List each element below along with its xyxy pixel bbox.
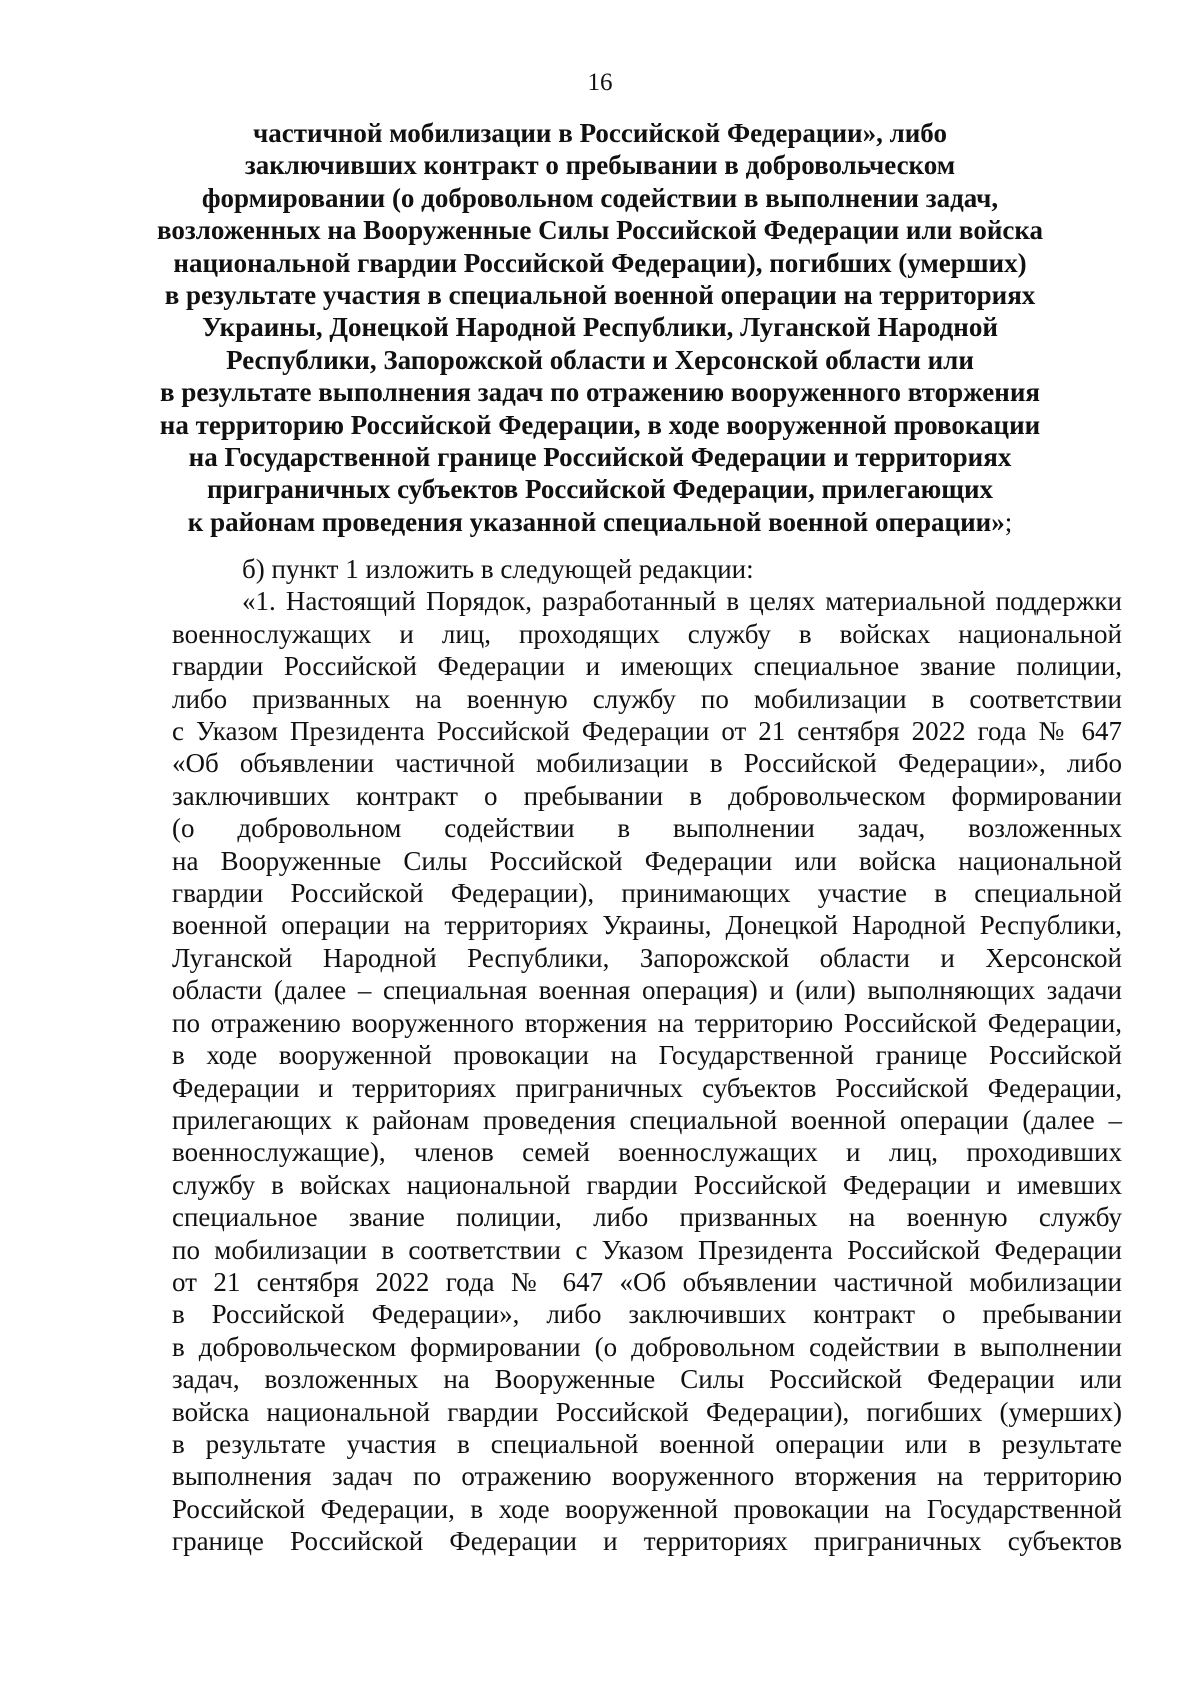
paragraph-1-line: военнослужащих и лиц, проходящих службу в войсках национальной <box>172 618 1122 649</box>
paragraph-1-line: задач, возложенных на Вооруженные Силы Российской Федерации или <box>172 1364 1122 1395</box>
paragraph-1-line: войска национальной гвардии Российской Федерации), погибших (умерших) <box>172 1396 1122 1427</box>
paragraph-1-line: военнослужащие), членов семей военнослужащих и лиц, проходивших <box>172 1137 1122 1168</box>
heading-line: национальной гвардии Российской Федерации), погибших (умерших) <box>173 247 1027 278</box>
heading-line: приграничных субъектов Российской Федерации, прилегающих <box>206 474 994 505</box>
heading-tail-punctuation: ; <box>1004 506 1013 537</box>
paragraph-1-line: с Указом Президента Российской Федерации от 21 сентября 2022 года № 647 <box>172 716 1122 747</box>
bold-heading-block <box>150 117 1050 538</box>
heading-line: частичной мобилизации в Российской Федерации», либо <box>253 118 947 148</box>
paragraph-1-line: от 21 сентября 2022 года № 647 «Об объявлении частичной мобилизации <box>172 1266 1122 1297</box>
paragraph-1-line: либо призванных на военную службу по мобилизации в соответствии <box>172 683 1122 714</box>
paragraph-1-line: (о добровольном содействии в выполнении задач, возложенных <box>172 813 1122 844</box>
paragraph-b: б) пункт 1 изложить в следующей редакции: <box>242 554 754 584</box>
paragraph-1-line: прилегающих к районам проведения специальной военной операции (далее – <box>172 1104 1122 1135</box>
paragraph-1-line: в Российской Федерации», либо заключивших контракт о пребывании <box>172 1299 1122 1330</box>
paragraph-1-line: по мобилизации в соответствии с Указом Президента Российской Федерации <box>172 1234 1122 1265</box>
paragraph-1-line: «Об объявлении частичной мобилизации в Российской Федерации», либо <box>172 748 1122 779</box>
heading-line: в результате выполнения задач по отражению вооруженного вторжения <box>159 377 1041 408</box>
paragraph-1-line: в результате участия в специальной военной операции или в результате <box>172 1428 1122 1459</box>
paragraph-1-line: гвардии Российской Федерации), принимающих участие в специальной <box>172 878 1122 909</box>
heading-line: на территорию Российской Федерации, в ходе вооруженной провокации <box>159 409 1041 440</box>
body-text <box>172 553 1122 1558</box>
heading-line: заключивших контракт о пребывании в добровольческом <box>244 150 956 181</box>
paragraph-1-line: «1. Настоящий Порядок, разработанный в целях материальной поддержки <box>242 586 1122 617</box>
heading-line: Украины, Донецкой Народной Республики, Луганской Народной <box>202 312 998 343</box>
paragraph-1-line: военной операции на территориях Украины, Донецкой Народной Республики, <box>172 910 1122 941</box>
heading-line: формировании (о добровольном содействии в выполнении задач, <box>201 182 999 213</box>
paragraph-1-line: в добровольческом формировании (о добровольном содействии в выполнении <box>172 1331 1122 1362</box>
paragraph-1-line: по отражению вооруженного вторжения на территорию Российской Федерации, <box>172 1007 1122 1038</box>
paragraph-1-line: специальное звание полиции, либо призванных на военную службу <box>172 1202 1122 1233</box>
paragraph-1-line: на Вооруженные Силы Российской Федерации или войска национальной <box>172 845 1122 876</box>
paragraph-1-line: выполнения задач по отражению вооруженного вторжения на территорию <box>172 1461 1122 1492</box>
paragraph-1-line: Федерации и территориях приграничных субъектов Российской Федерации, <box>172 1072 1122 1103</box>
heading-line: Республики, Запорожской области и Херсонской области или <box>226 344 974 375</box>
heading-line: в результате участия в специальной военной операции на территориях <box>164 280 1036 311</box>
paragraph-1-line: области (далее – специальная военная операция) и (или) выполняющих задачи <box>172 975 1122 1006</box>
paragraph-1-line: в ходе вооруженной провокации на Государственной границе Российской <box>172 1040 1122 1071</box>
page-number: 16 <box>587 69 613 96</box>
paragraph-1-line: заключивших контракт о пребывании в добровольческом формировании <box>172 780 1122 811</box>
paragraph-1-line: Российской Федерации, в ходе вооруженной провокации на Государственной <box>172 1493 1122 1524</box>
heading-line: возложенных на Вооруженные Силы Российской Федерации или войска <box>156 215 1044 246</box>
heading-line: к районам проведения указанной специальной военной операции» <box>187 506 1005 537</box>
paragraph-1-line: границе Российской Федерации и территориях приграничных субъектов <box>172 1526 1122 1557</box>
heading-last-line <box>150 506 1050 538</box>
paragraph-1-line: Луганской Народной Республики, Запорожской области и Херсонской <box>172 942 1122 973</box>
paragraph-1-line: гвардии Российской Федерации и имеющих специальное звание полиции, <box>172 651 1122 682</box>
paragraph-1-line: службу в войсках национальной гвардии Российской Федерации и имевших <box>172 1169 1122 1200</box>
heading-line: на Государственной границе Российской Федерации и территориях <box>188 442 1012 473</box>
